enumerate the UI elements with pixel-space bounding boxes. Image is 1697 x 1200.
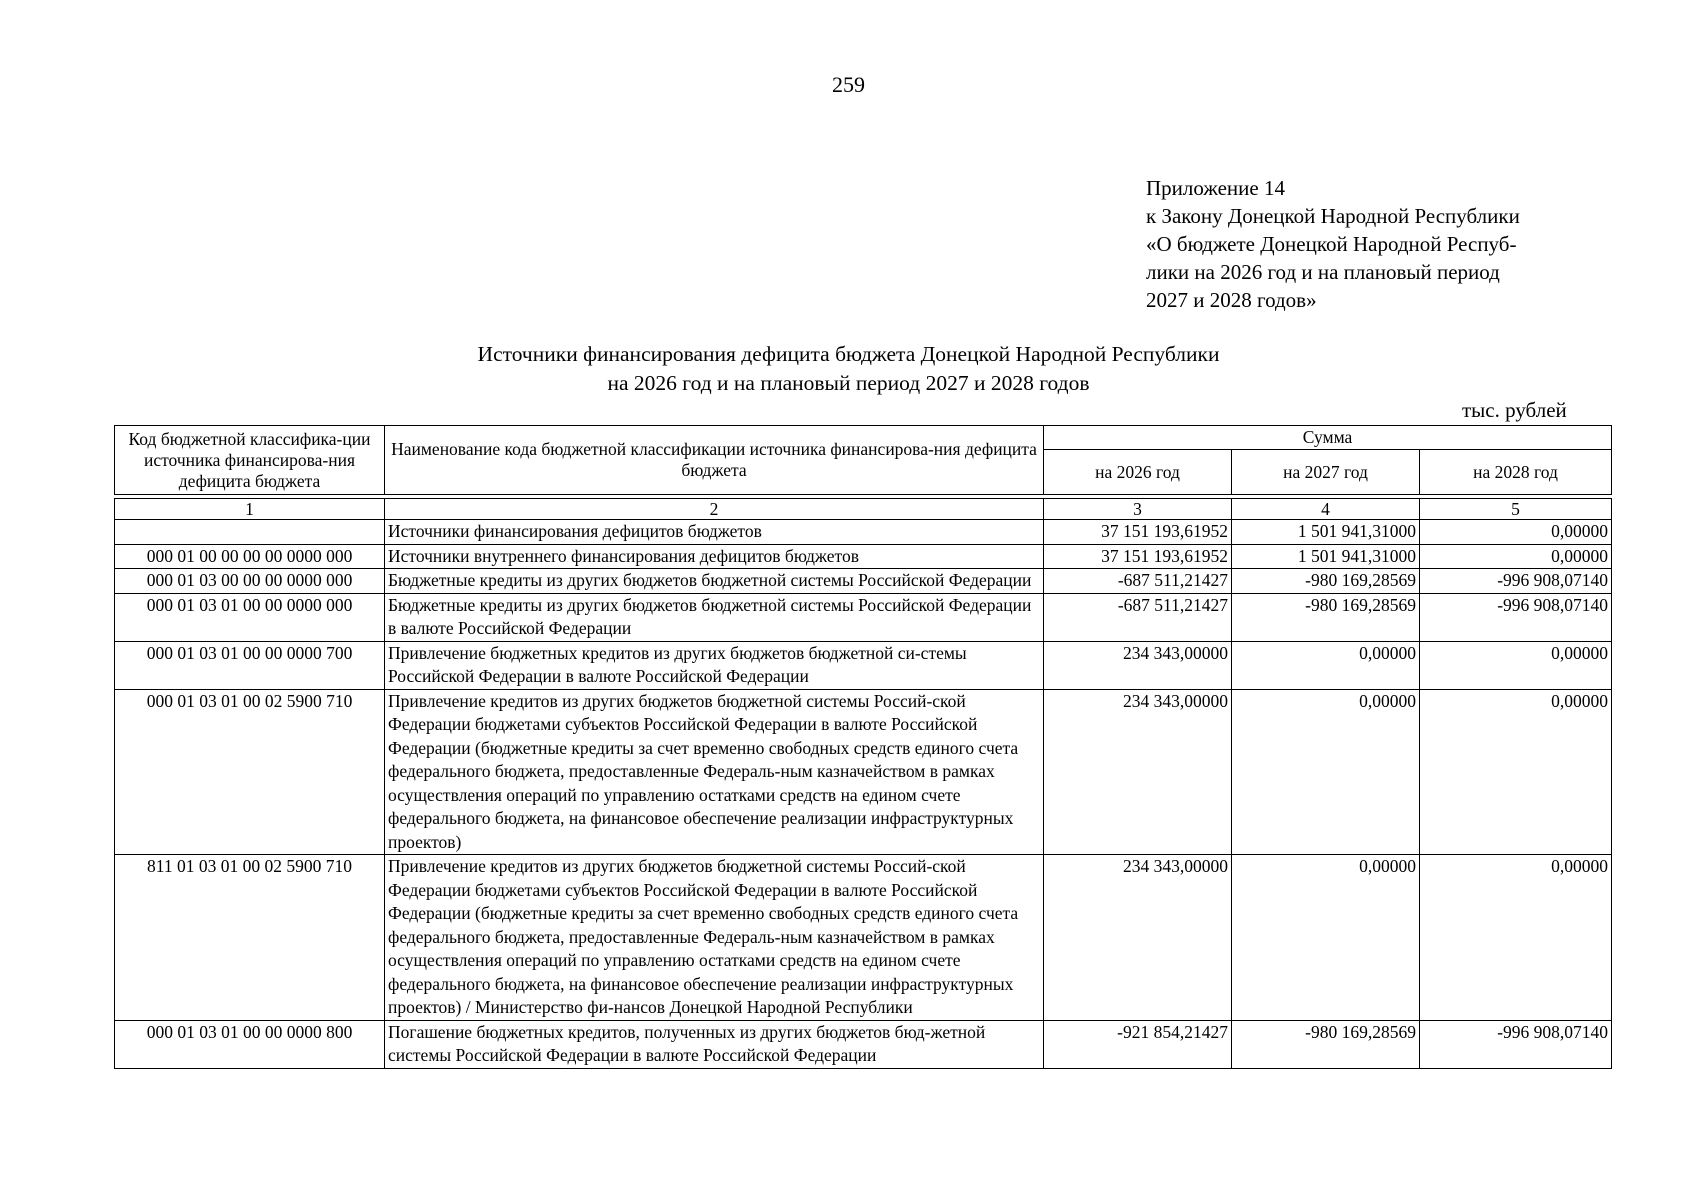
table-row — [115, 544, 1612, 569]
row-name-cell: Бюджетные кредиты из других бюджетов бюджетной системы Российской Федерации в валюте Российской Федерации — [385, 593, 1044, 641]
column-number: 4 — [1232, 499, 1420, 520]
row-name-cell: Погашение бюджетных кредитов, полученных из других бюджетов бюд-жетной системы Российской Федерации в валюте Российской Федерации — [385, 1020, 1044, 1068]
row-value-2027-cell: -980 169,28569 — [1232, 569, 1420, 594]
row-value-2026-cell: 234 343,00000 — [1044, 855, 1232, 1021]
header-year-2028: на 2028 год — [1420, 450, 1612, 495]
appendix-line: лики на 2026 год и на плановый период — [1146, 260, 1500, 284]
row-value-2027-cell: 1 501 941,31000 — [1232, 520, 1420, 545]
table-row — [115, 641, 1612, 689]
row-value-2027-cell: -980 169,28569 — [1232, 1020, 1420, 1068]
appendix-line: «О бюджете Донецкой Народной Респуб- — [1146, 232, 1517, 256]
row-value-2028-cell: -996 908,07140 — [1420, 593, 1612, 641]
units-label: тыс. рублей — [1462, 398, 1567, 422]
row-value-2028-cell: 0,00000 — [1420, 689, 1612, 855]
row-value-2026-cell: 37 151 193,61952 — [1044, 520, 1232, 545]
column-number-row — [115, 499, 1612, 520]
financing-sources-table — [114, 425, 1612, 1069]
document-title-line-2: на 2026 год и на плановый период 2027 и 2028 годов — [607, 371, 1090, 395]
row-code-cell: 000 01 03 00 00 00 0000 000 — [115, 569, 385, 594]
row-code-cell: 000 01 03 01 00 00 0000 800 — [115, 1020, 385, 1068]
row-value-2027-cell: 1 501 941,31000 — [1232, 544, 1420, 569]
table-row — [115, 689, 1612, 855]
column-number: 2 — [385, 499, 1044, 520]
row-value-2026-cell: -687 511,21427 — [1044, 569, 1232, 594]
table-row — [115, 855, 1612, 1021]
row-code-cell: 000 01 03 01 00 02 5900 710 — [115, 689, 385, 855]
row-value-2028-cell: 0,00000 — [1420, 855, 1612, 1021]
appendix-block — [1146, 174, 1626, 314]
row-value-2026-cell: -687 511,21427 — [1044, 593, 1232, 641]
header-sum: Сумма — [1044, 426, 1612, 450]
column-number: 3 — [1044, 499, 1232, 520]
page-number: 259 — [832, 72, 865, 97]
table-row — [115, 1020, 1612, 1068]
row-value-2026-cell: -921 854,21427 — [1044, 1020, 1232, 1068]
row-value-2026-cell: 234 343,00000 — [1044, 689, 1232, 855]
row-code-cell: 000 01 03 01 00 00 0000 000 — [115, 593, 385, 641]
table-row — [115, 593, 1612, 641]
row-name-cell: Привлечение бюджетных кредитов из других бюджетов бюджетной си-стемы Российской Федерации в валюте Российской Федерации — [385, 641, 1044, 689]
row-code-cell: 811 01 03 01 00 02 5900 710 — [115, 855, 385, 1021]
column-number: 1 — [115, 499, 385, 520]
table-header-row — [115, 426, 1612, 450]
header-year-2026: на 2026 год — [1044, 450, 1232, 495]
row-value-2028-cell: -996 908,07140 — [1420, 569, 1612, 594]
header-name: Наименование кода бюджетной классификации источника финансирова-ния дефицита бюджета — [385, 426, 1044, 495]
header-code: Код бюджетной классифика-ции источника финансирова-ния дефицита бюджета — [115, 426, 385, 495]
row-name-cell: Привлечение кредитов из других бюджетов бюджетной системы Россий-ской Федерации бюджетами субъектов Российской Федерации в валюте Российской Федерации (бюджетные кредиты за счет временно свободных средств единого счета федерального бюджета, предоставленные Федераль-ным казначейством в рамках осуществления операций по управлению остатками средств на едином счете федерального бюджета, на финансовое обеспечение реализации инфраструктурных проектов) / Министерство фи-нансов Донецкой Народной Республики — [385, 855, 1044, 1021]
row-name-cell: Бюджетные кредиты из других бюджетов бюджетной системы Российской Федерации — [385, 569, 1044, 594]
row-name-cell: Привлечение кредитов из других бюджетов бюджетной системы Россий-ской Федерации бюджетами субъектов Российской Федерации в валюте Российской Федерации (бюджетные кредиты за счет временно свободных средств единого счета федерального бюджета, предоставленные Федераль-ным казначейством в рамках осуществления операций по управлению остатками средств на едином счете федерального бюджета, на финансовое обеспечение реализации инфраструктурных проектов) — [385, 689, 1044, 855]
row-code-cell: 000 01 00 00 00 00 0000 000 — [115, 544, 385, 569]
row-value-2027-cell: 0,00000 — [1232, 689, 1420, 855]
row-value-2028-cell: 0,00000 — [1420, 641, 1612, 689]
row-code-cell: 000 01 03 01 00 00 0000 700 — [115, 641, 385, 689]
row-code-cell — [115, 520, 385, 545]
appendix-line: 2027 и 2028 годов» — [1146, 288, 1317, 312]
appendix-line: к Закону Донецкой Народной Республики — [1146, 204, 1520, 228]
row-value-2028-cell: -996 908,07140 — [1420, 1020, 1612, 1068]
table-row — [115, 569, 1612, 594]
row-value-2026-cell: 37 151 193,61952 — [1044, 544, 1232, 569]
row-name-cell: Источники финансирования дефицитов бюджетов — [385, 520, 1044, 545]
document-title-line-1: Источники финансирования дефицита бюджета Донецкой Народной Республики — [477, 342, 1220, 366]
table-row — [115, 520, 1612, 545]
document-title — [0, 340, 1697, 398]
header-year-2027: на 2027 год — [1232, 450, 1420, 495]
row-name-cell: Источники внутреннего финансирования дефицитов бюджетов — [385, 544, 1044, 569]
row-value-2028-cell: 0,00000 — [1420, 520, 1612, 545]
appendix-line: Приложение 14 — [1146, 176, 1285, 200]
row-value-2027-cell: 0,00000 — [1232, 855, 1420, 1021]
row-value-2028-cell: 0,00000 — [1420, 544, 1612, 569]
row-value-2026-cell: 234 343,00000 — [1044, 641, 1232, 689]
row-value-2027-cell: 0,00000 — [1232, 641, 1420, 689]
row-value-2027-cell: -980 169,28569 — [1232, 593, 1420, 641]
column-number: 5 — [1420, 499, 1612, 520]
